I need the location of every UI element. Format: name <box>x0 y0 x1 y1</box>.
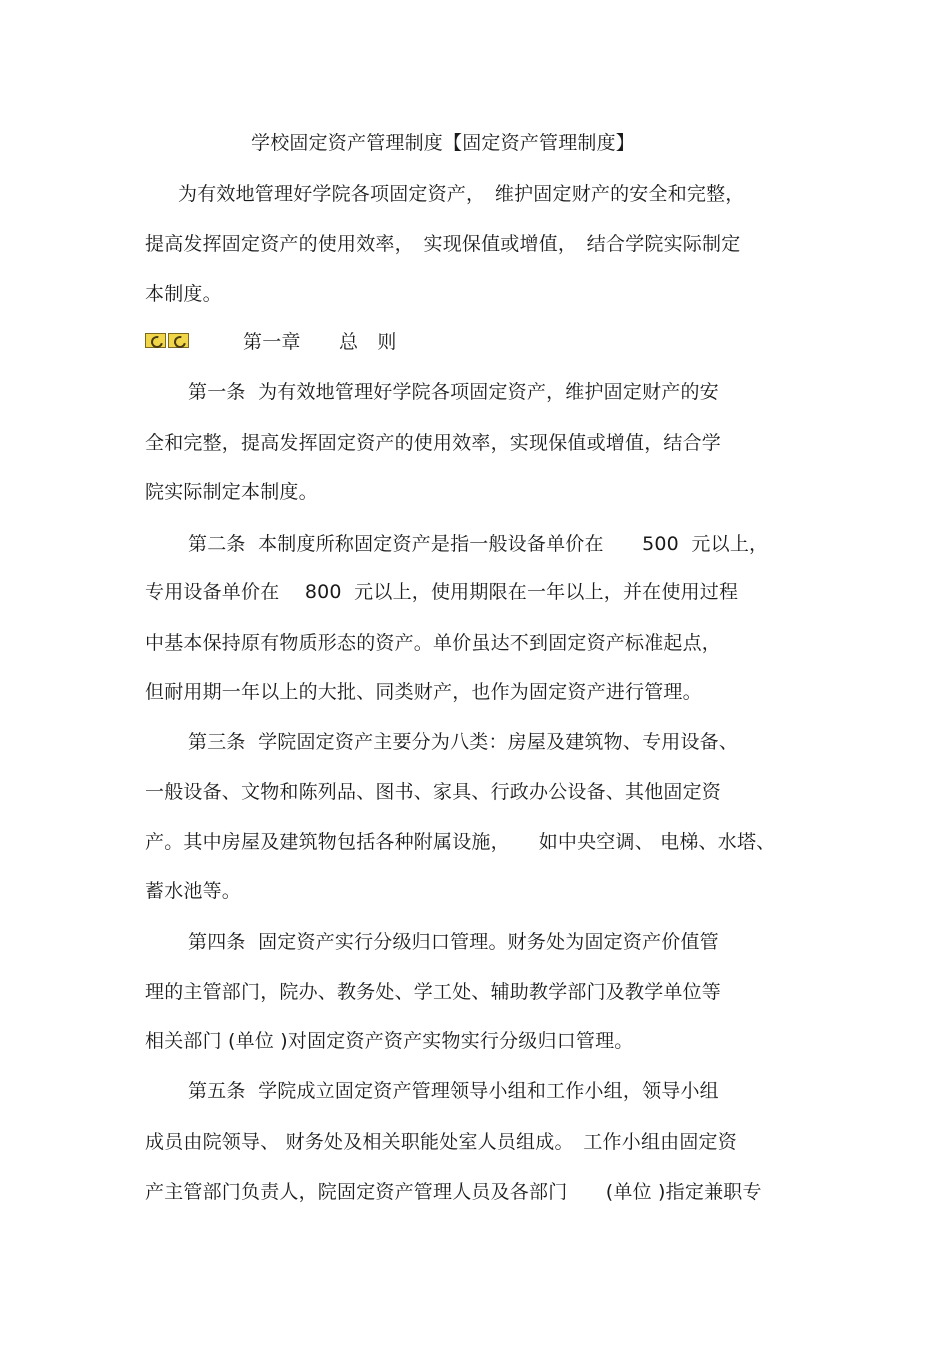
article-1-line-3: 院实际制定本制度。 <box>145 481 318 503</box>
article-2-line-1: 第二条 本制度所称固定资产是指一般设备单价在 500 元以上， <box>188 533 769 555</box>
intro-line-1: 为有效地管理好学院各项固定资产， 维护固定财产的安全和完整， <box>178 183 745 205</box>
chapter-marker-icon <box>145 333 191 350</box>
chapter-marker-icon-right <box>168 333 189 348</box>
article-4-line-1: 第四条 固定资产实行分级归口管理。财务处为固定资产价值管 <box>188 931 719 953</box>
article-5-line-3: 产主管部门负责人，院固定资产管理人员及各部门 (单位 )指定兼职专 <box>145 1181 762 1203</box>
article-4-line-2: 理的主管部门，院办、教务处、学工处、辅助教学部门及教学单位等 <box>145 981 722 1003</box>
article-2-line-2: 专用设备单价在 800 元以上，使用期限在一年以上，并在使用过程 <box>145 581 739 603</box>
document-title: 学校固定资产管理制度【固定资产管理制度】 <box>251 132 636 154</box>
article-2-line-4: 但耐用期一年以上的大批、同类财产，也作为固定资产进行管理。 <box>145 681 702 703</box>
intro-line-3: 本制度。 <box>145 283 222 305</box>
article-1-line-1: 第一条 为有效地管理好学院各项固定资产，维护固定财产的安 <box>188 381 719 403</box>
article-3-line-3: 产。其中房屋及建筑物包括各种附属设施， 如中央空调、 电梯、水塔、 <box>145 831 776 853</box>
chapter-heading: 第一章 总 则 <box>243 331 397 353</box>
article-3-line-4: 蓄水池等。 <box>145 880 242 902</box>
article-3-line-1: 第三条 学院固定资产主要分为八类：房屋及建筑物、专用设备、 <box>188 731 739 753</box>
article-4-line-3: 相关部门 (单位 )对固定资产资产实物实行分级归口管理。 <box>145 1030 634 1052</box>
article-3-line-2: 一般设备、文物和陈列品、图书、家具、行政办公设备、其他固定资 <box>145 781 722 803</box>
intro-line-2: 提高发挥固定资产的使用效率， 实现保值或增值， 结合学院实际制定 <box>145 233 741 255</box>
article-1-line-2: 全和完整，提高发挥固定资产的使用效率，实现保值或增值，结合学 <box>145 432 722 454</box>
article-2-line-3: 中基本保持原有物质形态的资产。单价虽达不到固定资产标准起点， <box>145 632 722 654</box>
article-5-line-2: 成员由院领导、 财务处及相关职能处室人员组成。 工作小组由固定资 <box>145 1131 737 1153</box>
chapter-marker-icon-left <box>145 333 166 348</box>
article-5-line-1: 第五条 学院成立固定资产管理领导小组和工作小组，领导小组 <box>188 1080 719 1102</box>
